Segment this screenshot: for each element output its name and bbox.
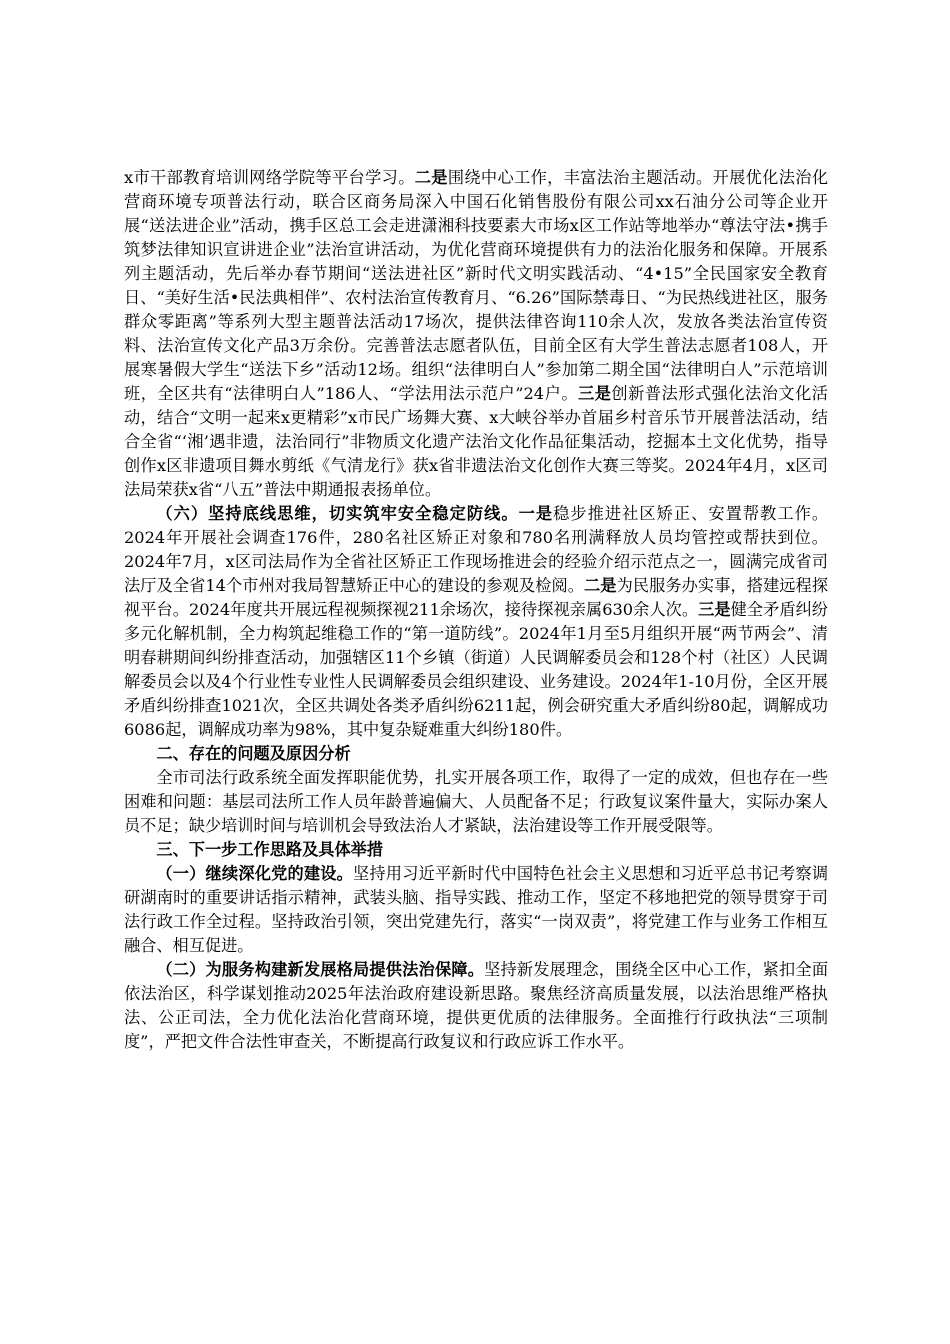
section-subheading-two: （二）为服务构建新发展格局提供法治保障。 (156, 960, 485, 979)
section-heading-problems: 二、存在的问题及原因分析 (156, 744, 351, 763)
paragraph-legal-guarantee (124, 958, 828, 1054)
paragraph-text: 创新普法形式强化法治文化活动，结合“文明一起来x更精彩”x市民广场舞大赛、x大峡谷举办首届乡村音乐节开展普法活动，结合全省“‘湘’遇非遗，法治同行”非物质文化遗产法治文化作品征集活动，挖掘本土文化优势，指导创作x区非遗项目舞水剪纸《气清龙行》获x省非遗法治文化创作大赛三等奖。2024年4月，x区司法局荣获x省“八五”普法中期通报表扬单位。 (124, 384, 828, 499)
section-heading-next-steps: 三、下一步工作思路及具体举措 (156, 840, 384, 859)
section-subheading-one: （一）继续深化党的建设。 (156, 864, 354, 883)
emphasis-third: 三是 (578, 384, 612, 403)
emphasis-second: 二是 (584, 576, 617, 595)
paragraph-text: 稳步推进社区矫正、安置帮教工作。2024年开展社会调查176件，280名社区矫正对象和780名刑满释放人员均管控或帮扶到位。2024年7月，x区司法局作为全省社区矫正工作现场推进会的经验介绍示范点之一，圆满完成省司法厅及全省14个市州对我局智慧矫正中心的建设的参观及检阅。 (124, 504, 829, 595)
emphasis-third: 三是 (698, 600, 731, 619)
paragraph-text: 为民服务办实事，搭建远程探视平台。2024年度共开展远程视频探视211余场次，接待探视亲属630余人次。 (124, 576, 829, 619)
paragraph-text: 坚持新发展理念，围绕全区中心工作，紧扣全面依法治区，科学谋划推动2025年法治政府建设新思路。聚焦经济高质量发展，以法治思维严格执法、公正司法，全力优化法治化营商环境，提供更优质的法律服务。全面推行行政执法“三项制度”，严把文件合法性审查关，不断提高行政复议和行政应诉工作水平。 (124, 960, 829, 1051)
paragraph-party-building (124, 862, 828, 958)
section-subheading-six: （六）坚持底线思维，切实筑牢安全稳定防线。 (156, 504, 519, 523)
paragraph-text: 健全矛盾纠纷多元化解机制，全力构筑起维稳工作的“第一道防线”。2024年1月至5月组织开展“两节两会”、清明春耕期间纠纷排查活动，加强辖区11个乡镇（街道）人民调解委员会和128个村（社区）人民调解委员会以及4个行业性专业性人民调解委员会组织建设、业务建设。2024年1-10月份，全区开展矛盾纠纷排查1021次，全区共调处各类矛盾纠纷6211起，例会研究重大矛盾纠纷80起，调解成功6086起，调解成功率为98%，其中复杂疑难重大纠纷180件。 (124, 600, 828, 739)
paragraph-legal-promotion (124, 166, 828, 502)
paragraph-security-stability (124, 502, 828, 742)
emphasis-second: 二是 (414, 168, 448, 187)
emphasis-first: 一是 (518, 504, 554, 523)
paragraph-text: 坚持用习近平新时代中国特色社会主义思想和习近平总书记考察调研湖南时的重要讲话指示精神，武装头脑、指导实践、推动工作，坚定不移地把党的领导贯穿于司法行政工作全过程。坚持政治引领，突出党建先行，落实“一岗双责”，将党建工作与业务工作相互融合、相互促进。 (124, 864, 829, 955)
document-body (124, 166, 828, 1054)
paragraph-text: x市干部教育培训网络学院等平台学习。 (124, 168, 415, 187)
paragraph-problems: 全市司法行政系统全面发挥职能优势，扎实开展各项工作，取得了一定的成效，但也存在一些困难和问题：基层司法所工作人员年龄普遍偏大、人员配备不足；行政复议案件量大，实际办案人员不足；缺少培训时间与培训机会导致法治人才紧缺，法治建设等工作开展受限等。 (124, 768, 828, 835)
paragraph-text: 围绕中心工作，丰富法治主题活动。开展优化法治化营商环境专项普法行动，联合区商务局深入中国石化销售股份有限公司xx石油分公司等企业开展“送法进企业”活动，携手区总工会走进潇湘科技要素大市场x区工作站等地举办“尊法守法•携手筑梦法律知识宣讲进企业”法治宣讲活动，为优化营商环境提供有力的法治化服务和保障。开展系列主题活动，先后举办春节期间“送法进社区”新时代文明实践活动、“4•15”全民国家安全教育日、“美好生活•民法典相伴”、农村法治宣传教育月、“6.26”国际禁毒日、“为民热线进社区，服务群众零距离”等系列大型主题普法活动17场次，提供法律咨询110余人次，发放各类法治宣传资料、法治宣传文化产品3万余份。完善普法志愿者队伍，目前全区有大学生普法志愿者108人，开展寒暑假大学生“送法下乡”活动12场。组织“法律明白人”参加第二期全国“法律明白人”示范培训班，全区共有“法律明白人”186人、“学法用法示范户”24户。 (124, 168, 829, 403)
